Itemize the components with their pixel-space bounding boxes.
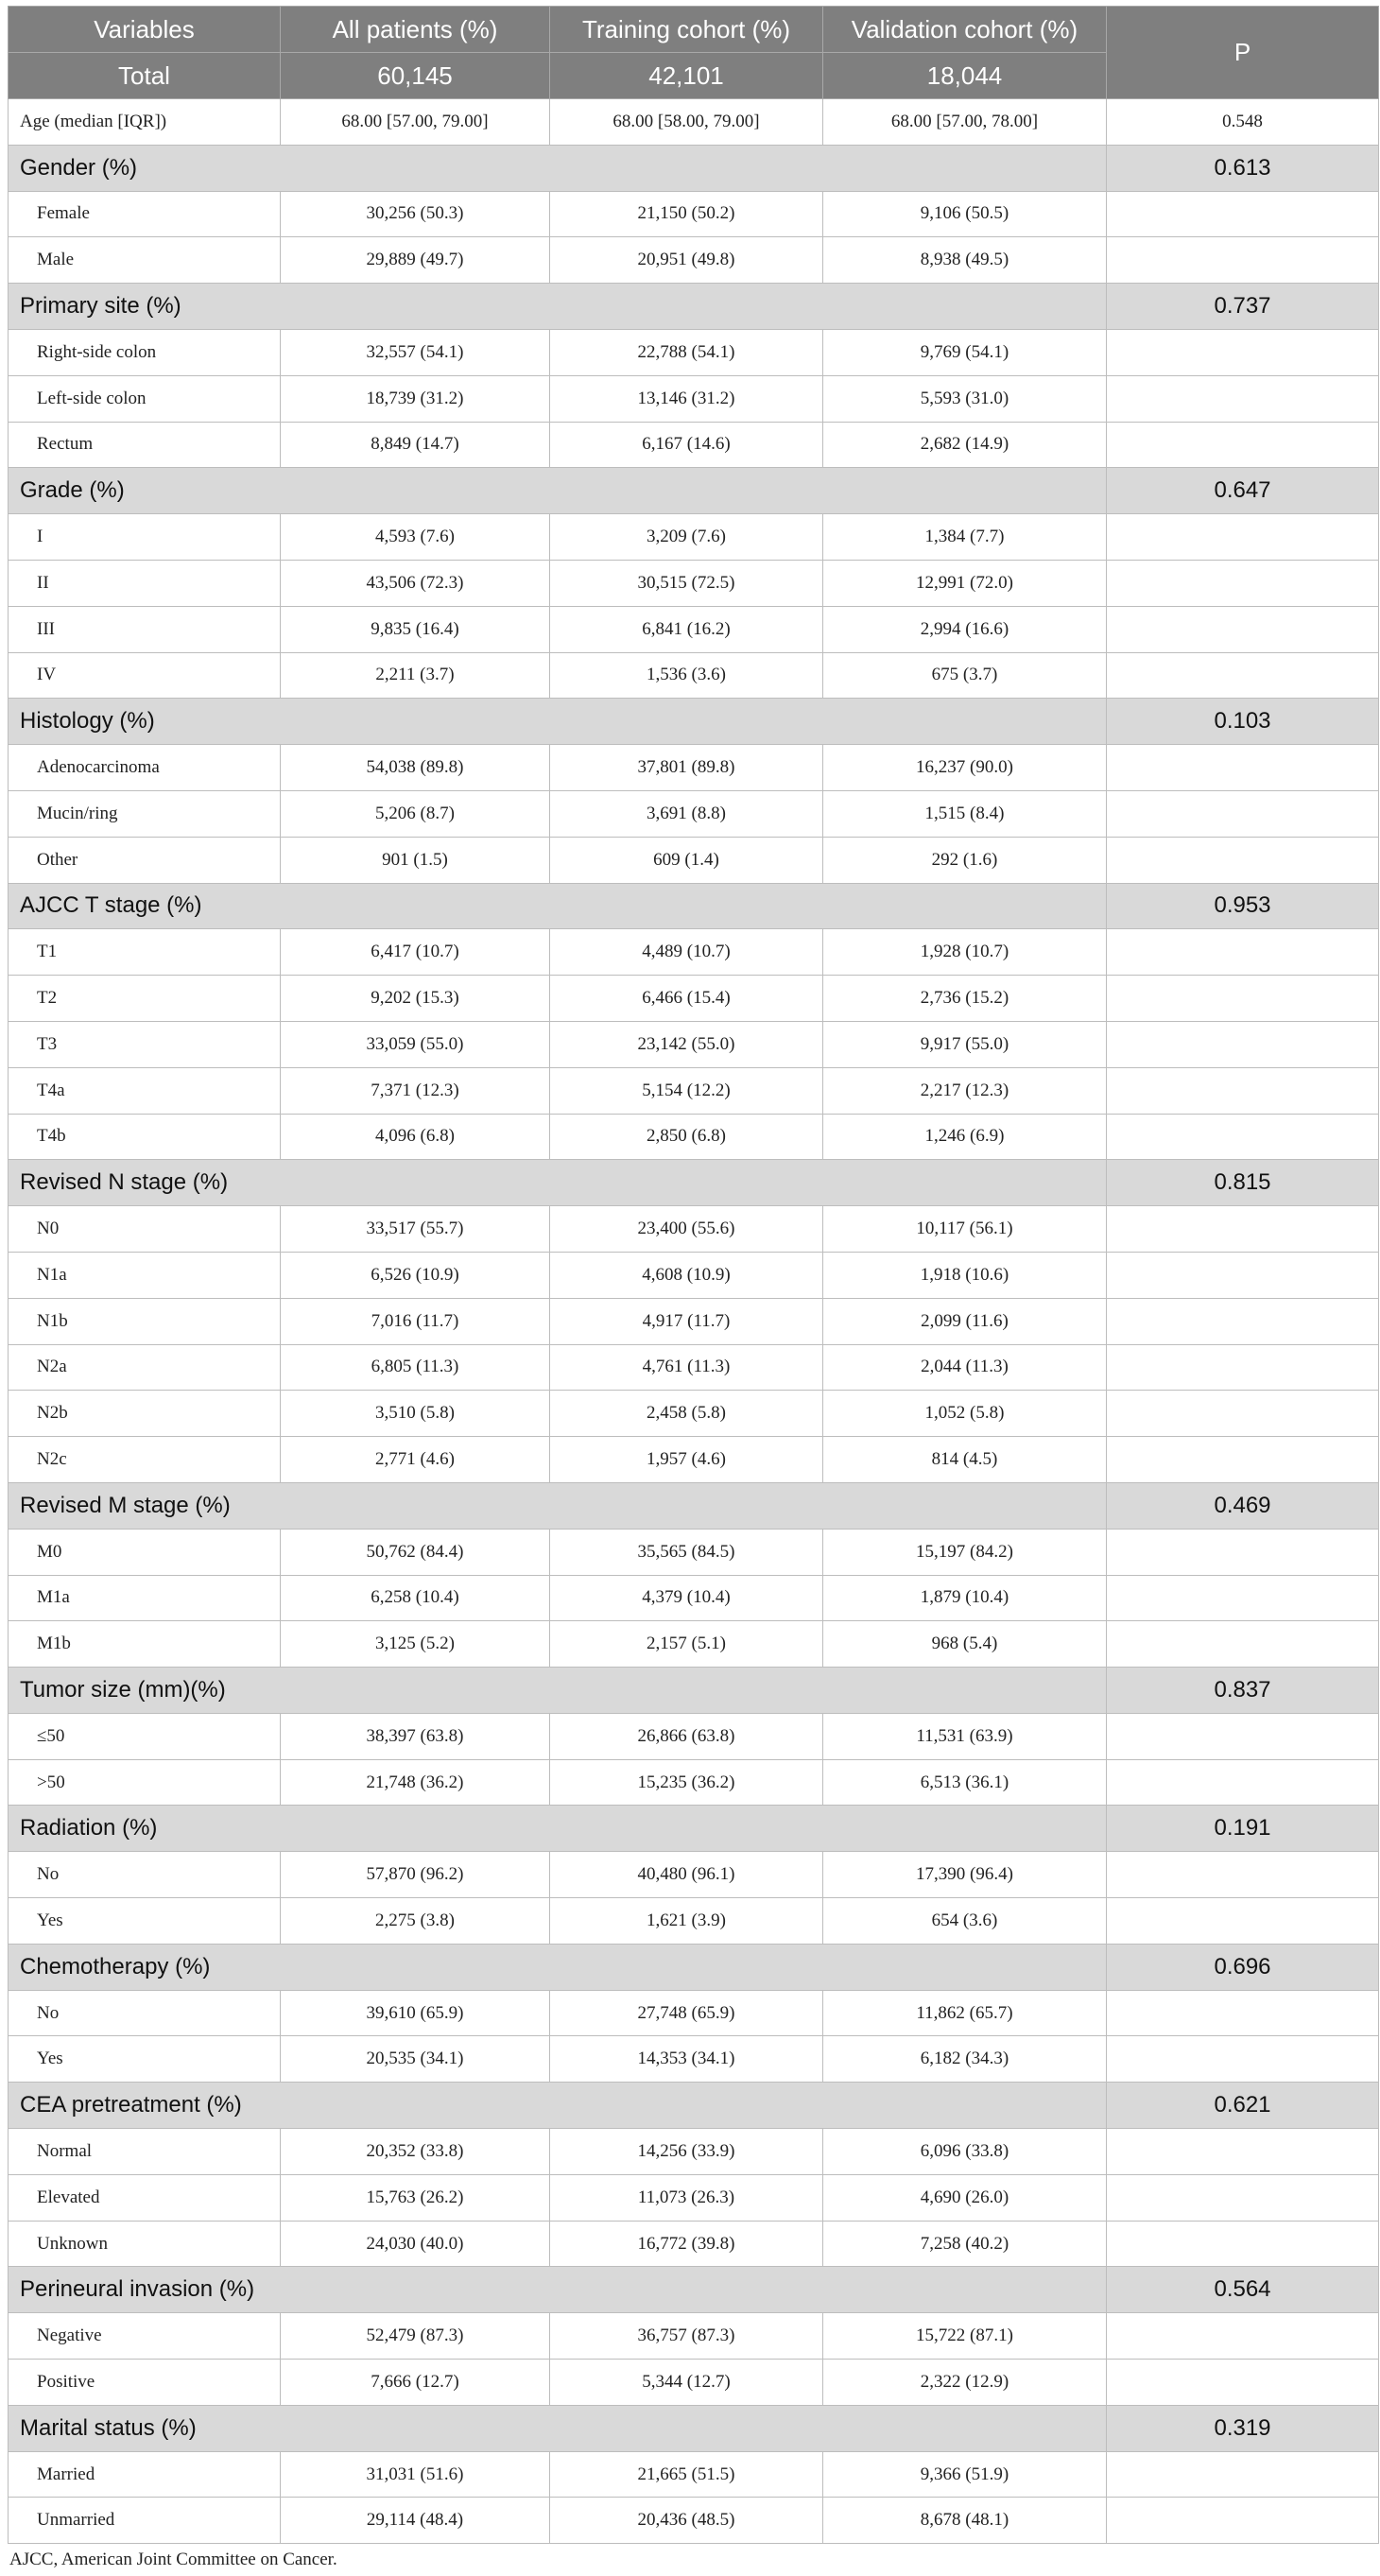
row-p-empty	[1107, 790, 1379, 837]
row-training: 4,917 (11.7)	[550, 1298, 823, 1344]
section-title: Revised M stage (%)	[9, 1482, 1107, 1529]
section-p-value: 0.953	[1107, 883, 1379, 929]
section-header-row	[9, 2405, 1379, 2451]
row-training: 23,400 (55.6)	[550, 1206, 823, 1253]
row-validation: 2,099 (11.6)	[823, 1298, 1107, 1344]
table-row	[9, 1759, 1379, 1806]
row-label: N1a	[9, 1252, 281, 1298]
section-p-value: 0.469	[1107, 1482, 1379, 1529]
row-validation: 9,917 (55.0)	[823, 1021, 1107, 1067]
row-label: IV	[9, 652, 281, 699]
row-label: No	[9, 1990, 281, 2036]
section-header-row	[9, 2083, 1379, 2129]
row-training: 11,073 (26.3)	[550, 2174, 823, 2221]
row-validation: 10,117 (56.1)	[823, 1206, 1107, 1253]
row-all-patients: 7,666 (12.7)	[281, 2360, 550, 2406]
row-validation: 2,322 (12.9)	[823, 2360, 1107, 2406]
row-all-patients: 20,352 (33.8)	[281, 2129, 550, 2175]
row-label: T1	[9, 929, 281, 976]
row-p-empty	[1107, 1852, 1379, 1898]
table-row	[9, 2174, 1379, 2221]
row-label: II	[9, 560, 281, 606]
row-label: Unknown	[9, 2221, 281, 2267]
row-p-empty	[1107, 2313, 1379, 2360]
row-label: T3	[9, 1021, 281, 1067]
row-all-patients: 52,479 (87.3)	[281, 2313, 550, 2360]
row-label: Male	[9, 237, 281, 284]
table-row	[9, 929, 1379, 976]
row-label: Yes	[9, 2036, 281, 2083]
row-p-empty	[1107, 1344, 1379, 1391]
row-training: 5,344 (12.7)	[550, 2360, 823, 2406]
row-label: Other	[9, 837, 281, 883]
row-p-empty	[1107, 1759, 1379, 1806]
header-row	[9, 7, 1379, 53]
section-p-value: 0.564	[1107, 2267, 1379, 2313]
total-all: 60,145	[281, 53, 550, 99]
age-label: Age (median [IQR])	[9, 99, 281, 146]
section-p-value: 0.319	[1107, 2405, 1379, 2451]
section-header-row	[9, 468, 1379, 514]
row-training: 6,167 (14.6)	[550, 422, 823, 468]
row-training: 6,841 (16.2)	[550, 606, 823, 652]
row-all-patients: 8,849 (14.7)	[281, 422, 550, 468]
section-header-row	[9, 1160, 1379, 1206]
row-training: 1,957 (4.6)	[550, 1437, 823, 1483]
row-training: 13,146 (31.2)	[550, 375, 823, 422]
section-header-row	[9, 1482, 1379, 1529]
row-validation: 5,593 (31.0)	[823, 375, 1107, 422]
row-p-empty	[1107, 2221, 1379, 2267]
row-p-empty	[1107, 2498, 1379, 2544]
table-row	[9, 1206, 1379, 1253]
table-row	[9, 422, 1379, 468]
row-validation: 15,722 (87.1)	[823, 2313, 1107, 2360]
table-row	[9, 560, 1379, 606]
row-validation: 2,994 (16.6)	[823, 606, 1107, 652]
row-p-empty	[1107, 514, 1379, 561]
table-header	[9, 7, 1379, 99]
row-label: T2	[9, 976, 281, 1022]
row-training: 609 (1.4)	[550, 837, 823, 883]
table-row	[9, 375, 1379, 422]
row-all-patients: 7,371 (12.3)	[281, 1067, 550, 1114]
row-p-empty	[1107, 652, 1379, 699]
row-all-patients: 18,739 (31.2)	[281, 375, 550, 422]
row-all-patients: 29,114 (48.4)	[281, 2498, 550, 2544]
row-training: 1,621 (3.9)	[550, 1898, 823, 1945]
total-label: Total	[9, 53, 281, 99]
table-row	[9, 745, 1379, 791]
row-validation: 15,197 (84.2)	[823, 1529, 1107, 1575]
section-header-row	[9, 1944, 1379, 1990]
row-all-patients: 6,258 (10.4)	[281, 1575, 550, 1621]
row-training: 5,154 (12.2)	[550, 1067, 823, 1114]
row-training: 1,536 (3.6)	[550, 652, 823, 699]
age-row	[9, 99, 1379, 146]
row-p-empty	[1107, 1437, 1379, 1483]
table-row	[9, 2498, 1379, 2544]
table-row	[9, 2221, 1379, 2267]
row-all-patients: 43,506 (72.3)	[281, 560, 550, 606]
row-label: T4b	[9, 1114, 281, 1160]
table-row	[9, 1344, 1379, 1391]
row-all-patients: 4,096 (6.8)	[281, 1114, 550, 1160]
row-all-patients: 9,202 (15.3)	[281, 976, 550, 1022]
section-p-value: 0.737	[1107, 284, 1379, 330]
row-validation: 292 (1.6)	[823, 837, 1107, 883]
row-validation: 1,515 (8.4)	[823, 790, 1107, 837]
row-all-patients: 50,762 (84.4)	[281, 1529, 550, 1575]
row-validation: 1,918 (10.6)	[823, 1252, 1107, 1298]
table-row	[9, 1114, 1379, 1160]
row-all-patients: 54,038 (89.8)	[281, 745, 550, 791]
row-p-empty	[1107, 191, 1379, 237]
row-all-patients: 33,517 (55.7)	[281, 1206, 550, 1253]
table-row	[9, 237, 1379, 284]
section-title: Radiation (%)	[9, 1806, 1107, 1852]
table-row	[9, 1067, 1379, 1114]
row-validation: 4,690 (26.0)	[823, 2174, 1107, 2221]
table-row	[9, 790, 1379, 837]
row-label: N0	[9, 1206, 281, 1253]
row-validation: 1,879 (10.4)	[823, 1575, 1107, 1621]
row-validation: 16,237 (90.0)	[823, 745, 1107, 791]
table-row	[9, 1990, 1379, 2036]
row-p-empty	[1107, 1298, 1379, 1344]
row-training: 27,748 (65.9)	[550, 1990, 823, 2036]
row-p-empty	[1107, 1529, 1379, 1575]
section-title: AJCC T stage (%)	[9, 883, 1107, 929]
row-p-empty	[1107, 1067, 1379, 1114]
row-p-empty	[1107, 2036, 1379, 2083]
row-all-patients: 901 (1.5)	[281, 837, 550, 883]
row-p-empty	[1107, 1252, 1379, 1298]
section-header-row	[9, 1668, 1379, 1714]
age-all: 68.00 [57.00, 79.00]	[281, 99, 550, 146]
table-row	[9, 1298, 1379, 1344]
row-p-empty	[1107, 1391, 1379, 1437]
table-row	[9, 2036, 1379, 2083]
row-label: Mucin/ring	[9, 790, 281, 837]
section-title: Chemotherapy (%)	[9, 1944, 1107, 1990]
row-validation: 1,246 (6.9)	[823, 1114, 1107, 1160]
section-header-row	[9, 2267, 1379, 2313]
row-training: 15,235 (36.2)	[550, 1759, 823, 1806]
total-validation: 18,044	[823, 53, 1107, 99]
row-p-empty	[1107, 2451, 1379, 2498]
row-validation: 675 (3.7)	[823, 652, 1107, 699]
row-all-patients: 31,031 (51.6)	[281, 2451, 550, 2498]
row-all-patients: 6,526 (10.9)	[281, 1252, 550, 1298]
table-row	[9, 2313, 1379, 2360]
row-all-patients: 2,771 (4.6)	[281, 1437, 550, 1483]
table-row	[9, 1437, 1379, 1483]
row-all-patients: 57,870 (96.2)	[281, 1852, 550, 1898]
row-label: Rectum	[9, 422, 281, 468]
row-validation: 6,182 (34.3)	[823, 2036, 1107, 2083]
row-all-patients: 21,748 (36.2)	[281, 1759, 550, 1806]
row-p-empty	[1107, 2129, 1379, 2175]
row-label: Left-side colon	[9, 375, 281, 422]
row-all-patients: 15,763 (26.2)	[281, 2174, 550, 2221]
baseline-characteristics-table	[8, 6, 1379, 2544]
table-row	[9, 606, 1379, 652]
row-validation: 9,366 (51.9)	[823, 2451, 1107, 2498]
row-validation: 8,938 (49.5)	[823, 237, 1107, 284]
row-validation: 11,531 (63.9)	[823, 1713, 1107, 1759]
section-title: Revised N stage (%)	[9, 1160, 1107, 1206]
row-validation: 654 (3.6)	[823, 1898, 1107, 1945]
row-validation: 9,106 (50.5)	[823, 191, 1107, 237]
row-validation: 968 (5.4)	[823, 1621, 1107, 1668]
section-p-value: 0.191	[1107, 1806, 1379, 1852]
table-body	[9, 99, 1379, 2544]
row-p-empty	[1107, 745, 1379, 791]
row-training: 20,951 (49.8)	[550, 237, 823, 284]
section-header-row	[9, 699, 1379, 745]
row-all-patients: 3,510 (5.8)	[281, 1391, 550, 1437]
row-label: Normal	[9, 2129, 281, 2175]
row-p-empty	[1107, 976, 1379, 1022]
age-p: 0.548	[1107, 99, 1379, 146]
row-all-patients: 38,397 (63.8)	[281, 1713, 550, 1759]
header-training-cohort: Training cohort (%)	[550, 7, 823, 53]
row-validation: 2,217 (12.3)	[823, 1067, 1107, 1114]
row-training: 21,665 (51.5)	[550, 2451, 823, 2498]
section-p-value: 0.696	[1107, 1944, 1379, 1990]
section-p-value: 0.613	[1107, 145, 1379, 191]
table-row	[9, 1713, 1379, 1759]
row-label: N2c	[9, 1437, 281, 1483]
row-label: Negative	[9, 2313, 281, 2360]
row-label: M0	[9, 1529, 281, 1575]
row-all-patients: 3,125 (5.2)	[281, 1621, 550, 1668]
table-row	[9, 1529, 1379, 1575]
row-all-patients: 30,256 (50.3)	[281, 191, 550, 237]
section-header-row	[9, 284, 1379, 330]
row-label: T4a	[9, 1067, 281, 1114]
row-all-patients: 9,835 (16.4)	[281, 606, 550, 652]
row-validation: 6,513 (36.1)	[823, 1759, 1107, 1806]
row-all-patients: 2,275 (3.8)	[281, 1898, 550, 1945]
row-training: 4,489 (10.7)	[550, 929, 823, 976]
section-p-value: 0.103	[1107, 699, 1379, 745]
row-training: 14,353 (34.1)	[550, 2036, 823, 2083]
row-all-patients: 24,030 (40.0)	[281, 2221, 550, 2267]
section-title: Gender (%)	[9, 145, 1107, 191]
row-all-patients: 29,889 (49.7)	[281, 237, 550, 284]
row-p-empty	[1107, 1898, 1379, 1945]
section-title: Grade (%)	[9, 468, 1107, 514]
row-validation: 7,258 (40.2)	[823, 2221, 1107, 2267]
row-training: 22,788 (54.1)	[550, 329, 823, 375]
section-p-value: 0.815	[1107, 1160, 1379, 1206]
row-all-patients: 6,805 (11.3)	[281, 1344, 550, 1391]
row-all-patients: 7,016 (11.7)	[281, 1298, 550, 1344]
row-p-empty	[1107, 837, 1379, 883]
row-p-empty	[1107, 1713, 1379, 1759]
section-p-value: 0.837	[1107, 1668, 1379, 1714]
row-all-patients: 20,535 (34.1)	[281, 2036, 550, 2083]
table-row	[9, 1898, 1379, 1945]
row-label: Positive	[9, 2360, 281, 2406]
row-validation: 1,052 (5.8)	[823, 1391, 1107, 1437]
row-training: 36,757 (87.3)	[550, 2313, 823, 2360]
row-p-empty	[1107, 1575, 1379, 1621]
row-all-patients: 32,557 (54.1)	[281, 329, 550, 375]
row-p-empty	[1107, 1114, 1379, 1160]
row-label: N1b	[9, 1298, 281, 1344]
table-row	[9, 1252, 1379, 1298]
total-training: 42,101	[550, 53, 823, 99]
row-label: III	[9, 606, 281, 652]
row-training: 4,761 (11.3)	[550, 1344, 823, 1391]
row-validation: 11,862 (65.7)	[823, 1990, 1107, 2036]
document	[8, 6, 1378, 2570]
header-validation-cohort: Validation cohort (%)	[823, 7, 1107, 53]
row-validation: 814 (4.5)	[823, 1437, 1107, 1483]
row-validation: 1,384 (7.7)	[823, 514, 1107, 561]
section-title: Tumor size (mm)(%)	[9, 1668, 1107, 1714]
table-row	[9, 191, 1379, 237]
row-label: N2b	[9, 1391, 281, 1437]
row-label: Married	[9, 2451, 281, 2498]
table-row	[9, 2360, 1379, 2406]
section-title: Primary site (%)	[9, 284, 1107, 330]
row-training: 14,256 (33.9)	[550, 2129, 823, 2175]
row-label: Elevated	[9, 2174, 281, 2221]
row-label: Female	[9, 191, 281, 237]
row-validation: 9,769 (54.1)	[823, 329, 1107, 375]
age-validation: 68.00 [57.00, 78.00]	[823, 99, 1107, 146]
row-all-patients: 4,593 (7.6)	[281, 514, 550, 561]
table-row	[9, 976, 1379, 1022]
row-training: 4,379 (10.4)	[550, 1575, 823, 1621]
table-row	[9, 1852, 1379, 1898]
age-training: 68.00 [58.00, 79.00]	[550, 99, 823, 146]
table-row	[9, 329, 1379, 375]
row-training: 6,466 (15.4)	[550, 976, 823, 1022]
row-label: Adenocarcinoma	[9, 745, 281, 791]
table-row	[9, 1621, 1379, 1668]
table-row	[9, 1575, 1379, 1621]
row-training: 4,608 (10.9)	[550, 1252, 823, 1298]
row-p-empty	[1107, 560, 1379, 606]
row-p-empty	[1107, 929, 1379, 976]
row-label: N2a	[9, 1344, 281, 1391]
row-all-patients: 6,417 (10.7)	[281, 929, 550, 976]
row-all-patients: 2,211 (3.7)	[281, 652, 550, 699]
section-title: Marital status (%)	[9, 2405, 1107, 2451]
row-validation: 12,991 (72.0)	[823, 560, 1107, 606]
row-validation: 2,044 (11.3)	[823, 1344, 1107, 1391]
row-all-patients: 39,610 (65.9)	[281, 1990, 550, 2036]
row-training: 30,515 (72.5)	[550, 560, 823, 606]
row-p-empty	[1107, 1621, 1379, 1668]
section-header-row	[9, 883, 1379, 929]
row-training: 23,142 (55.0)	[550, 1021, 823, 1067]
section-p-value: 0.647	[1107, 468, 1379, 514]
row-label: M1a	[9, 1575, 281, 1621]
header-all-patients: All patients (%)	[281, 7, 550, 53]
row-label: No	[9, 1852, 281, 1898]
row-label: >50	[9, 1759, 281, 1806]
row-validation: 2,682 (14.9)	[823, 422, 1107, 468]
row-training: 26,866 (63.8)	[550, 1713, 823, 1759]
row-p-empty	[1107, 422, 1379, 468]
section-title: CEA pretreatment (%)	[9, 2083, 1107, 2129]
section-title: Histology (%)	[9, 699, 1107, 745]
row-validation: 2,736 (15.2)	[823, 976, 1107, 1022]
row-validation: 1,928 (10.7)	[823, 929, 1107, 976]
row-p-empty	[1107, 1990, 1379, 2036]
table-row	[9, 2451, 1379, 2498]
row-validation: 6,096 (33.8)	[823, 2129, 1107, 2175]
row-label: Unmarried	[9, 2498, 281, 2544]
row-training: 37,801 (89.8)	[550, 745, 823, 791]
row-label: ≤50	[9, 1713, 281, 1759]
row-p-empty	[1107, 1021, 1379, 1067]
table-row	[9, 1021, 1379, 1067]
table-row	[9, 837, 1379, 883]
row-training: 2,157 (5.1)	[550, 1621, 823, 1668]
table-row	[9, 1391, 1379, 1437]
table-row	[9, 514, 1379, 561]
table-row	[9, 2129, 1379, 2175]
row-training: 2,458 (5.8)	[550, 1391, 823, 1437]
header-p: P	[1107, 7, 1379, 99]
row-training: 35,565 (84.5)	[550, 1529, 823, 1575]
row-all-patients: 5,206 (8.7)	[281, 790, 550, 837]
row-label: Yes	[9, 1898, 281, 1945]
row-label: M1b	[9, 1621, 281, 1668]
row-label: Right-side colon	[9, 329, 281, 375]
section-title: Perineural invasion (%)	[9, 2267, 1107, 2313]
row-p-empty	[1107, 237, 1379, 284]
header-variables: Variables	[9, 7, 281, 53]
row-training: 3,209 (7.6)	[550, 514, 823, 561]
row-label: I	[9, 514, 281, 561]
row-training: 40,480 (96.1)	[550, 1852, 823, 1898]
row-p-empty	[1107, 329, 1379, 375]
row-validation: 17,390 (96.4)	[823, 1852, 1107, 1898]
row-p-empty	[1107, 2174, 1379, 2221]
row-p-empty	[1107, 2360, 1379, 2406]
row-p-empty	[1107, 1206, 1379, 1253]
row-p-empty	[1107, 606, 1379, 652]
row-training: 16,772 (39.8)	[550, 2221, 823, 2267]
row-validation: 8,678 (48.1)	[823, 2498, 1107, 2544]
row-all-patients: 33,059 (55.0)	[281, 1021, 550, 1067]
table-footnote: AJCC, American Joint Committee on Cancer.	[9, 2550, 337, 2570]
row-training: 20,436 (48.5)	[550, 2498, 823, 2544]
row-training: 3,691 (8.8)	[550, 790, 823, 837]
row-training: 2,850 (6.8)	[550, 1114, 823, 1160]
row-training: 21,150 (50.2)	[550, 191, 823, 237]
section-header-row	[9, 1806, 1379, 1852]
row-p-empty	[1107, 375, 1379, 422]
section-header-row	[9, 145, 1379, 191]
table-row	[9, 652, 1379, 699]
section-p-value: 0.621	[1107, 2083, 1379, 2129]
